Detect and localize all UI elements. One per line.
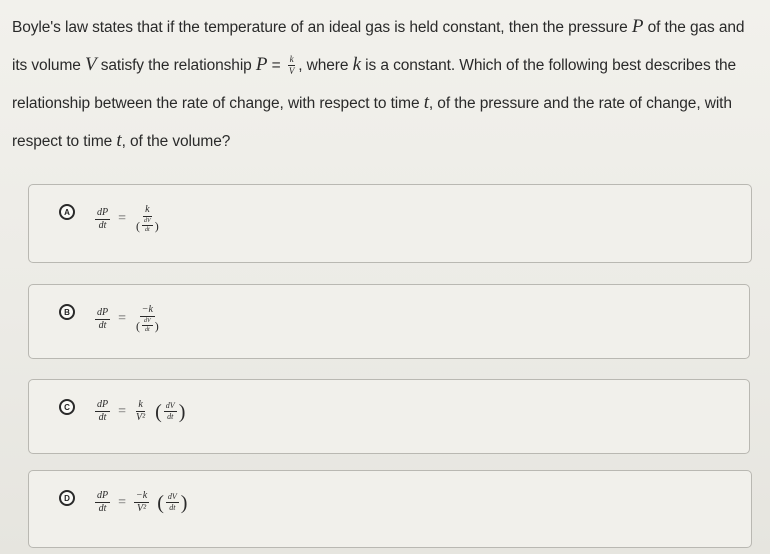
answer-option-b[interactable] (28, 284, 750, 359)
coefficient-fraction (134, 400, 147, 423)
inner-fraction (142, 218, 153, 233)
answer-option-c[interactable] (28, 379, 750, 454)
equals-sign: = (118, 311, 127, 326)
boyle-fraction (287, 55, 296, 76)
close-paren: ) (154, 318, 159, 333)
close-paren: ) (154, 218, 159, 233)
question-part: satisfy the relationship (100, 57, 252, 74)
lhs-numerator: dP (97, 399, 109, 410)
lhs-denominator: dt (98, 412, 107, 423)
lhs-denominator: dt (98, 503, 107, 514)
inner-fraction (164, 402, 177, 421)
equals-sign: = (118, 211, 127, 226)
parenthesized-derivative (136, 318, 159, 333)
rhs-numerator: k (145, 204, 150, 215)
parenthesized-derivative (157, 493, 187, 513)
equals-sign: = (118, 494, 127, 510)
lhs-denominator: dt (98, 319, 107, 331)
lhs-fraction (95, 491, 110, 514)
inner-numerator: dV (144, 218, 151, 224)
inner-numerator: dV (144, 318, 151, 324)
boyle-fraction-denominator: V (288, 66, 295, 77)
equation-equals: = (271, 57, 281, 74)
open-paren: ( (155, 400, 162, 423)
close-paren: ) (178, 400, 186, 423)
var-t: t (116, 130, 122, 151)
open-paren: ( (157, 491, 164, 514)
lhs-numerator: dP (97, 490, 109, 501)
coefficient-denominator: V² (136, 412, 146, 423)
option-letter-badge: D (59, 490, 75, 506)
parenthesized-derivative (136, 218, 159, 233)
question-part: , of the pressure and the rate of change, with respect to time (12, 95, 732, 150)
var-t: t (423, 92, 429, 113)
inner-fraction (142, 318, 153, 333)
inner-denominator: dt (167, 412, 174, 421)
inner-denominator: dt (169, 503, 176, 512)
coefficient-denominator: V² (137, 503, 147, 514)
lhs-denominator: dt (98, 219, 107, 231)
var-p: P (631, 16, 644, 37)
lhs-fraction (95, 208, 110, 231)
rhs-fraction (134, 205, 161, 233)
lhs-fraction (95, 400, 110, 423)
inner-fraction (166, 493, 179, 512)
inner-numerator: dV (167, 492, 177, 501)
coefficient-numerator: −k (136, 490, 148, 501)
open-paren: ( (136, 218, 141, 233)
option-letter-badge: A (59, 204, 75, 220)
coefficient-fraction (134, 491, 149, 514)
equation-lhs: P (255, 54, 268, 75)
answer-option-d[interactable] (28, 470, 752, 548)
lhs-numerator: dP (97, 206, 109, 218)
var-k: k (352, 54, 361, 75)
rhs-numerator: −k (141, 304, 153, 315)
question-part: , of the volume? (121, 133, 231, 150)
question-part: , where (298, 57, 349, 74)
option-formula (93, 305, 163, 333)
rhs-denominator (134, 217, 161, 233)
option-formula (93, 491, 187, 514)
question-part: Boyle's law states that if the temperature of an ideal gas is held constant, then the pressure (12, 19, 628, 36)
lhs-fraction (95, 308, 110, 331)
inner-denominator: dt (145, 327, 150, 333)
inner-numerator: dV (165, 401, 175, 410)
lhs-numerator: dP (97, 306, 109, 318)
var-v: V (85, 54, 97, 75)
parenthesized-derivative (155, 402, 185, 422)
rhs-denominator (134, 317, 161, 333)
option-formula (93, 205, 163, 233)
answer-option-a[interactable] (28, 184, 752, 263)
rhs-fraction (134, 305, 161, 333)
boyle-fraction-numerator: k (289, 54, 294, 65)
option-formula (93, 400, 185, 423)
option-letter-badge: C (59, 399, 75, 415)
close-paren: ) (180, 491, 188, 514)
option-letter-badge: B (59, 304, 75, 320)
question-text (12, 8, 757, 160)
open-paren: ( (136, 318, 141, 333)
inner-denominator: dt (145, 227, 150, 233)
coefficient-numerator: k (138, 399, 143, 410)
equals-sign: = (118, 403, 127, 419)
question-part: is a constant. Which of the following best describes the relationship between the rate of change, with respect to time (12, 57, 737, 112)
question-part: of the gas and its volume (12, 19, 745, 74)
